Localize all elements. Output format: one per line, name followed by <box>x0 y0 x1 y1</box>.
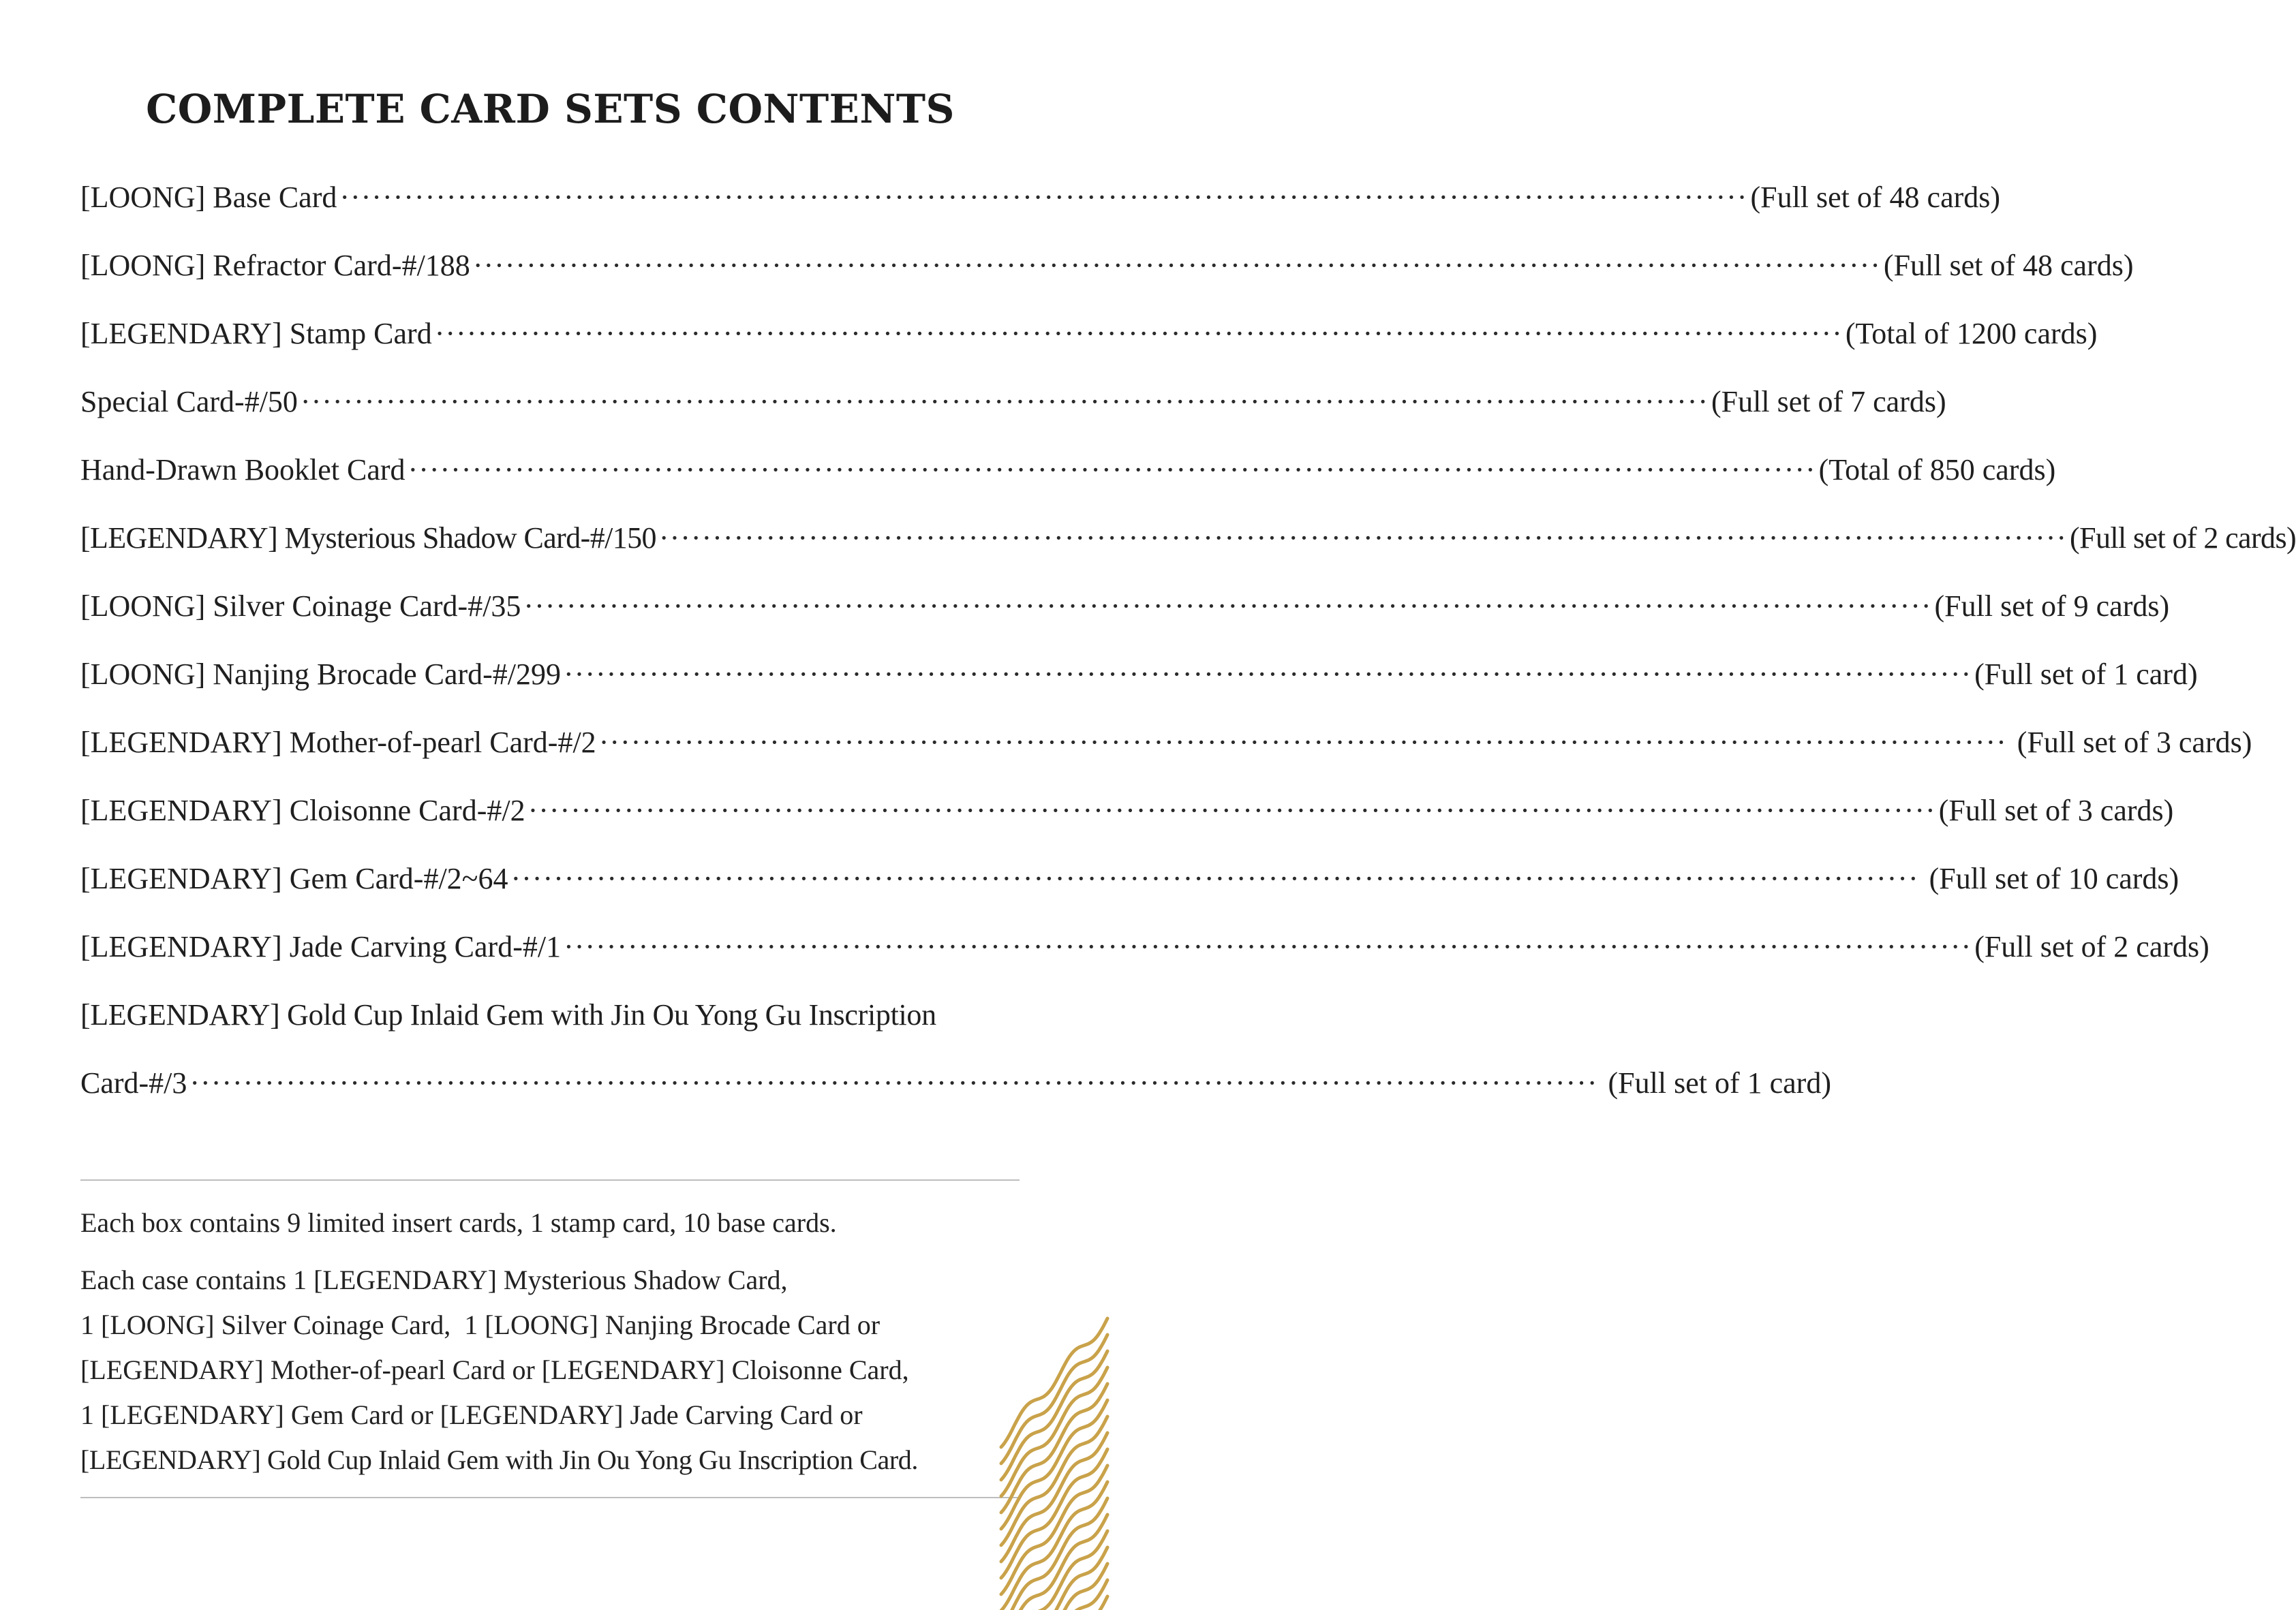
item-count: (Total of 850 cards) <box>1818 453 2056 486</box>
page-title: COMPLETE CARD SETS CONTENTS <box>146 86 955 132</box>
gold-wave-lines-icon <box>1005 1359 1101 1610</box>
list-item <box>80 640 2198 709</box>
list-item <box>80 1049 1831 1117</box>
leader-dots: ···································································································································· <box>510 862 1919 895</box>
item-name: Hand-Drawn Booklet Card <box>80 453 405 486</box>
item-count: (Full set of 48 cards) <box>1750 181 2001 214</box>
list-item <box>80 504 2296 572</box>
list-item <box>80 572 2170 640</box>
item-count: (Total of 1200 cards) <box>1845 317 2098 350</box>
item-name: Card-#/3 <box>80 1066 187 1100</box>
list-item <box>80 368 1946 436</box>
leader-dots: ···································································································································· <box>300 385 1709 418</box>
item-name: [LEGENDARY] Gem Card-#/2~64 <box>80 862 508 895</box>
contents-notes <box>80 1201 1020 1483</box>
case-note-line: 1 [LEGENDARY] Gem Card or [LEGENDARY] Jade Carving Card or <box>80 1399 863 1430</box>
list-item <box>80 709 2252 777</box>
list-item <box>80 436 2056 504</box>
item-name: [LEGENDARY] Stamp Card <box>80 317 432 350</box>
item-count: (Full set of 3 cards) <box>2009 726 2252 759</box>
case-note-line: Each case contains 1 [LEGENDARY] Mysterious Shadow Card, <box>80 1265 788 1295</box>
leader-dots: ···································································································································· <box>658 521 2068 555</box>
list-item <box>80 845 2179 913</box>
item-count: (Full set of 48 cards) <box>1883 249 2134 282</box>
item-name: Special Card-#/50 <box>80 385 298 418</box>
divider-top <box>80 1179 1020 1181</box>
item-name: [LEGENDARY] Cloisonne Card-#/2 <box>80 794 525 827</box>
leader-dots: ···································································································································· <box>598 726 2007 759</box>
leader-dots: ···································································································································· <box>339 181 1748 214</box>
case-note-line: [LEGENDARY] Gold Cup Inlaid Gem with Jin Ou Yong Gu Inscription Card. <box>80 1444 919 1475</box>
leader-dots: ···································································································································· <box>189 1066 1598 1100</box>
card-sets-list <box>80 164 2296 1117</box>
item-count: (Full set of 7 cards) <box>1711 385 1946 418</box>
item-count: (Full set of 1 card) <box>1600 1066 1831 1100</box>
leader-dots: ···································································································································· <box>527 794 1936 827</box>
item-name: [LOONG] Silver Coinage Card-#/35 <box>80 589 521 623</box>
list-item <box>80 777 2174 845</box>
list-item <box>80 164 2001 232</box>
item-count: (Full set of 9 cards) <box>1934 589 2170 623</box>
leader-dots: ···································································································································· <box>523 589 1932 623</box>
leader-dots: ···································································································································· <box>408 453 1816 486</box>
item-count: (Full set of 3 cards) <box>1938 794 2174 827</box>
leader-dots: ···································································································································· <box>434 317 1843 350</box>
list-item <box>80 300 2098 368</box>
list-item <box>80 913 2209 981</box>
leader-dots: ···································································································································· <box>564 657 1972 691</box>
divider-bottom <box>80 1497 1020 1498</box>
leader-dots: ···································································································································· <box>472 249 1881 282</box>
list-item-first-line: [LEGENDARY] Gold Cup Inlaid Gem with Jin Ou Yong Gu Inscription <box>80 998 936 1032</box>
case-note-line: [LEGENDARY] Mother-of-pearl Card or [LEGENDARY] Cloisonne Card, <box>80 1354 909 1385</box>
case-note-line: 1 [LOONG] Silver Coinage Card, 1 [LOONG] Nanjing Brocade Card or <box>80 1310 881 1340</box>
item-count: (Full set of 1 card) <box>1974 657 2198 691</box>
item-name: [LOONG] Base Card <box>80 181 337 214</box>
item-name: [LOONG] Nanjing Brocade Card-#/299 <box>80 657 562 691</box>
item-name: [LOONG] Refractor Card-#/188 <box>80 249 470 282</box>
item-count: (Full set of 10 cards) <box>1921 862 2179 895</box>
item-name: [LEGENDARY] Mysterious Shadow Card-#/150 <box>80 521 656 555</box>
list-item <box>80 232 2134 300</box>
item-name: [LEGENDARY] Mother-of-pearl Card-#/2 <box>80 726 596 759</box>
wave-line <box>1001 1351 1107 1480</box>
item-name: [LEGENDARY] Jade Carving Card-#/1 <box>80 930 562 963</box>
leader-dots: ···································································································································· <box>564 930 1972 963</box>
box-note: Each box contains 9 limited insert cards, 1 stamp card, 10 base cards. <box>80 1207 837 1238</box>
item-count: (Full set of 2 cards) <box>2070 521 2296 555</box>
item-count: (Full set of 2 cards) <box>1974 930 2209 963</box>
